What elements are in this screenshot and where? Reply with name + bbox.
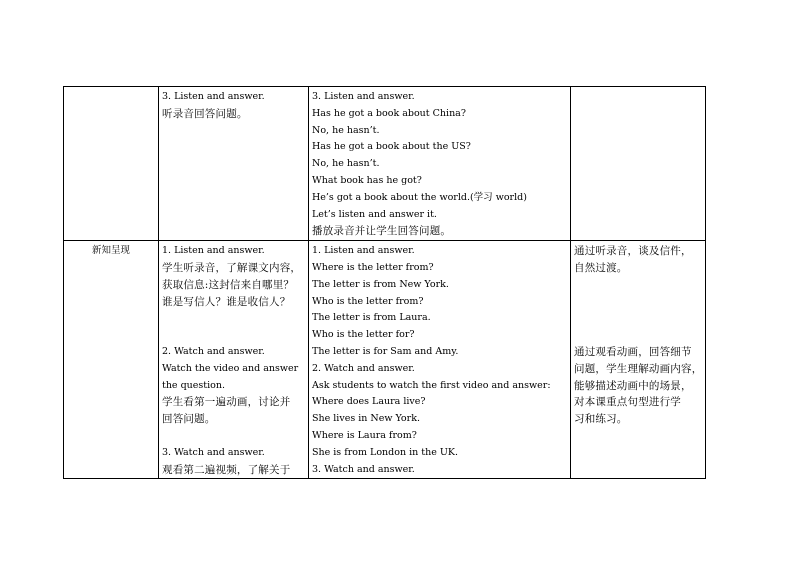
text-line: The letter is for Sam and Amy. — [312, 345, 459, 357]
purpose-cell — [571, 87, 706, 241]
text-line: 学生听录音，了解课文内容， — [162, 261, 302, 274]
text-line: What book has he got? — [312, 174, 422, 186]
text-line: Who is the letter from? — [312, 295, 424, 307]
text-line: 2. Watch and answer. — [162, 345, 265, 357]
text-line: 3. Listen and answer. — [312, 91, 415, 102]
text-line: 能够描述动画中的场景， — [574, 379, 692, 392]
spacer — [574, 327, 702, 344]
stage-cell — [64, 87, 159, 241]
text-line: Ask students to watch the first video and answer: — [312, 379, 551, 391]
lesson-plan-table — [63, 86, 706, 479]
table-row — [64, 241, 706, 479]
spacer — [162, 428, 305, 445]
text-line: 学生看第一遍动画，讨论并 — [162, 396, 291, 409]
teacher-activity-cell — [309, 87, 571, 241]
text-line: Where is Laura from? — [312, 429, 417, 441]
text-line: Let’s listen and answer it. — [312, 208, 437, 220]
student-activity-cell — [159, 87, 309, 241]
spacer — [574, 277, 702, 327]
text-line: The letter is from New York. — [312, 278, 449, 290]
text-line: the question. — [162, 379, 225, 391]
text-line: The letter is from Laura. — [312, 312, 431, 324]
text-line: 3. Listen and answer. — [162, 91, 265, 102]
text-line: He’s got a book about the world.(学习 world) — [312, 191, 527, 203]
text-line: 2. Watch and answer. — [312, 362, 415, 374]
table-row — [64, 87, 706, 241]
text-line: 习和练习。 — [574, 413, 628, 426]
text-line: Watch the video and answer — [162, 362, 299, 374]
text-line: Where is the letter from? — [312, 261, 434, 273]
text-line: 通过听录音，谈及信件， — [574, 245, 692, 258]
text-line: 观看第二遍视频，了解关于 — [162, 463, 291, 476]
text-line: 播放录音并让学生回答问题。 — [312, 225, 452, 238]
text-line: 问题，学生理解动画内容， — [574, 362, 703, 375]
text-line: Who is the letter for? — [312, 329, 415, 341]
teacher-activity-cell — [309, 241, 571, 479]
text-line: 听录音回答问题。 — [162, 107, 248, 120]
text-line: 谁是写信人？谁是收信人？ — [162, 295, 291, 308]
stage-cell: 新知呈现 — [64, 241, 159, 479]
text-line: 回答问题。 — [162, 413, 216, 426]
text-line: 1. Listen and answer. — [162, 245, 265, 257]
text-line: Where does Laura live? — [312, 396, 426, 408]
text-line: 3. Watch and answer. — [162, 446, 265, 458]
spacer — [162, 310, 305, 344]
text-line: 自然过渡。 — [574, 261, 628, 274]
text-line: 对本课重点句型进行学 — [574, 396, 681, 409]
text-line: She lives in New York. — [312, 413, 420, 425]
text-line: Has he got a book about China? — [312, 107, 466, 119]
text-line: 获取信息:这封信来自哪里？ — [162, 278, 295, 291]
text-line: She is from London in the UK. — [312, 446, 458, 458]
text-line: 1. Listen and answer. — [312, 245, 415, 257]
text-line: Has he got a book about the US? — [312, 141, 471, 153]
text-line: 3. Watch and answer. — [312, 463, 415, 475]
text-line: 通过观看动画，回答细节 — [574, 345, 692, 358]
student-activity-cell — [159, 241, 309, 479]
purpose-cell — [571, 241, 706, 479]
text-line: No, he hasn’t. — [312, 124, 380, 136]
text-line: No, he hasn’t. — [312, 158, 380, 170]
